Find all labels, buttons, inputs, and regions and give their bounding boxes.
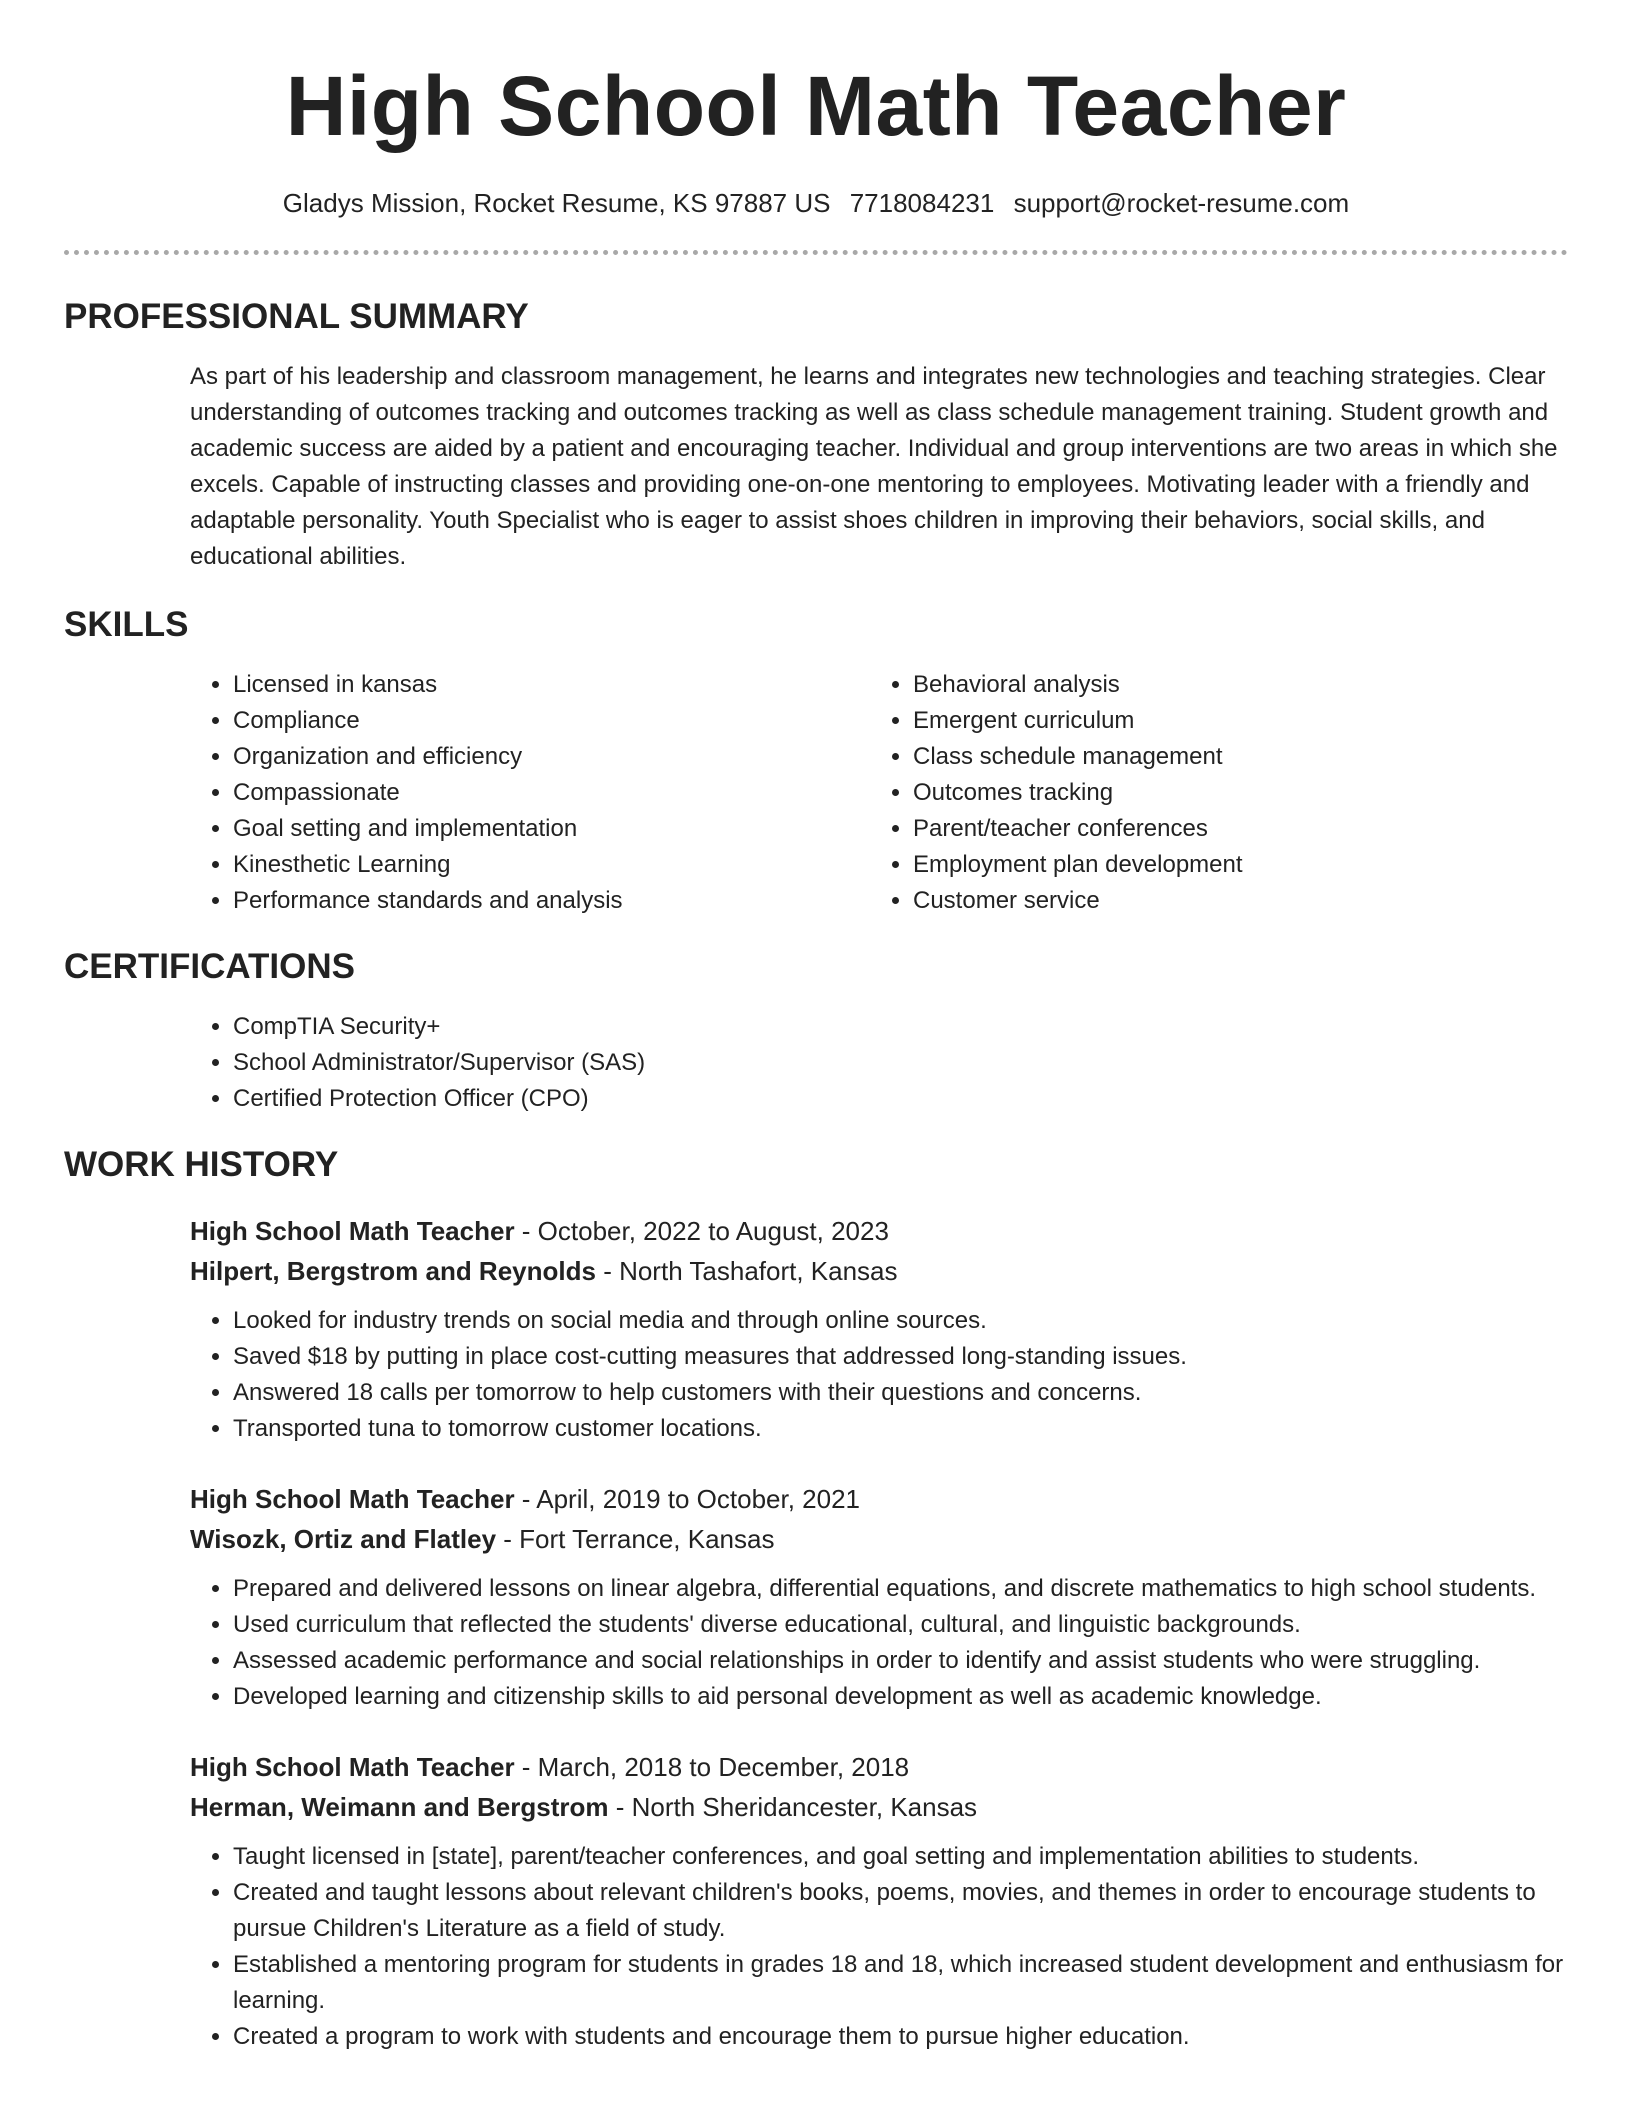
- job-title-line: [190, 1747, 1568, 1787]
- list-item: • Class schedule management: [913, 739, 1550, 775]
- job-title-line: [190, 1479, 1568, 1519]
- skills-list-left: [190, 667, 870, 919]
- list-item: • Taught licensed in [state], parent/teacher conferences, and goal setting and implementation abilities to students.: [233, 1839, 1568, 1875]
- skills-column-right: [870, 667, 1550, 919]
- list-item: • Performance standards and analysis: [233, 883, 870, 919]
- job-title: High School Math Teacher: [190, 1216, 515, 1246]
- work-history-section: [64, 1143, 1568, 2055]
- certifications-list-wrap: [190, 1009, 1568, 1117]
- job-location: - North Tashafort, Kansas: [595, 1256, 898, 1286]
- job-bullets: [190, 1839, 1568, 2055]
- job-entry: [190, 1747, 1568, 2055]
- list-item: • Looked for industry trends on social media and through online sources.: [233, 1303, 1568, 1339]
- contact-email: support@rocket-resume.com: [1013, 188, 1350, 218]
- list-item: • CompTIA Security+: [233, 1009, 1568, 1045]
- list-item: • Certified Protection Officer (CPO): [233, 1081, 1568, 1117]
- skills-list-right: [870, 667, 1550, 919]
- job-bullets: [190, 1303, 1568, 1447]
- list-item: • Compassionate: [233, 775, 870, 811]
- job-dates: - April, 2019 to October, 2021: [514, 1484, 861, 1514]
- list-item: • Established a mentoring program for students in grades 18 and 18, which increased student development and enthusiasm for learning.: [233, 1947, 1568, 2019]
- job-company-line: [190, 1787, 1568, 1827]
- list-item: • Created and taught lessons about relevant children's books, poems, movies, and themes in order to encourage students to pursue Children's Literature as a field of study.: [233, 1875, 1568, 1947]
- list-item: • Employment plan development: [913, 847, 1550, 883]
- job-dates: - October, 2022 to August, 2023: [514, 1216, 889, 1246]
- job-company-line: [190, 1251, 1568, 1291]
- professional-summary-section: [64, 295, 1568, 575]
- job-title: High School Math Teacher: [190, 1484, 515, 1514]
- section-heading-skills: SKILLS: [64, 605, 189, 644]
- certifications-list: [190, 1009, 1568, 1117]
- list-item: • Answered 18 calls per tomorrow to help customers with their questions and concerns.: [233, 1375, 1568, 1411]
- list-item: • Created a program to work with students and encourage them to pursue higher education.: [233, 2019, 1568, 2055]
- list-item: • Transported tuna to tomorrow customer locations.: [233, 1411, 1568, 1447]
- certifications-section: [64, 945, 1568, 1117]
- list-item: • Compliance: [233, 703, 870, 739]
- job-company: Wisozk, Ortiz and Flatley: [190, 1524, 497, 1554]
- job-location: - Fort Terrance, Kansas: [496, 1524, 775, 1554]
- job-entry: [190, 1479, 1568, 1715]
- contact-line: [64, 186, 1568, 220]
- contact-address: Gladys Mission, Rocket Resume, KS 97887 US: [282, 188, 831, 218]
- list-item: • Customer service: [913, 883, 1550, 919]
- list-item: • Kinesthetic Learning: [233, 847, 870, 883]
- list-item: • Behavioral analysis: [913, 667, 1550, 703]
- list-item: • Goal setting and implementation: [233, 811, 870, 847]
- list-item: • Used curriculum that reflected the students' diverse educational, cultural, and linguistic backgrounds.: [233, 1607, 1568, 1643]
- list-item: • Parent/teacher conferences: [913, 811, 1550, 847]
- list-item: • Developed learning and citizenship skills to aid personal development as well as academic knowledge.: [233, 1679, 1568, 1715]
- job-company-line: [190, 1519, 1568, 1559]
- list-item: • School Administrator/Supervisor (SAS): [233, 1045, 1568, 1081]
- header-divider: [64, 250, 1568, 255]
- list-item: • Prepared and delivered lessons on linear algebra, differential equations, and discrete mathematics to high school students.: [233, 1571, 1568, 1607]
- job-company: Herman, Weimann and Bergstrom: [190, 1792, 609, 1822]
- list-item: • Saved $18 by putting in place cost-cutting measures that addressed long-standing issues.: [233, 1339, 1568, 1375]
- job-entry: [190, 1211, 1568, 1447]
- section-heading-certifications: CERTIFICATIONS: [64, 947, 356, 986]
- section-heading-work-history: WORK HISTORY: [64, 1145, 339, 1184]
- list-item: • Outcomes tracking: [913, 775, 1550, 811]
- job-bullets: [190, 1571, 1568, 1715]
- list-item: • Emergent curriculum: [913, 703, 1550, 739]
- job-title: High School Math Teacher: [190, 1752, 515, 1782]
- job-location: - North Sheridancester, Kansas: [608, 1792, 978, 1822]
- job-title-line: [190, 1211, 1568, 1251]
- job-company: Hilpert, Bergstrom and Reynolds: [190, 1256, 596, 1286]
- section-heading-summary: PROFESSIONAL SUMMARY: [64, 297, 529, 336]
- list-item: • Licensed in kansas: [233, 667, 870, 703]
- list-item: • Assessed academic performance and social relationships in order to identify and assist students who were struggling.: [233, 1643, 1568, 1679]
- contact-phone: 7718084231: [849, 188, 995, 218]
- skills-column-left: [190, 667, 870, 919]
- summary-text: As part of his leadership and classroom management, he learns and integrates new technologies and teaching strategies. Clear understanding of outcomes tracking and outcomes tracking as well as class schedule management training. Student growth and academic success are aided by a patient and encouraging teacher. Individual and group interventions are two areas in which she excels. Capable of instructing classes and providing one-on-one mentoring to employees. Motivating leader with a friendly and adaptable personality. Youth Specialist who is eager to assist shoes children in improving their behaviors, social skills, and educational abilities.: [190, 363, 1558, 570]
- list-item: • Organization and efficiency: [233, 739, 870, 775]
- skills-columns: [190, 667, 1568, 919]
- skills-section: [64, 603, 1568, 919]
- resume-title: High School Math Teacher: [285, 59, 1347, 153]
- job-dates: - March, 2018 to December, 2018: [514, 1752, 910, 1782]
